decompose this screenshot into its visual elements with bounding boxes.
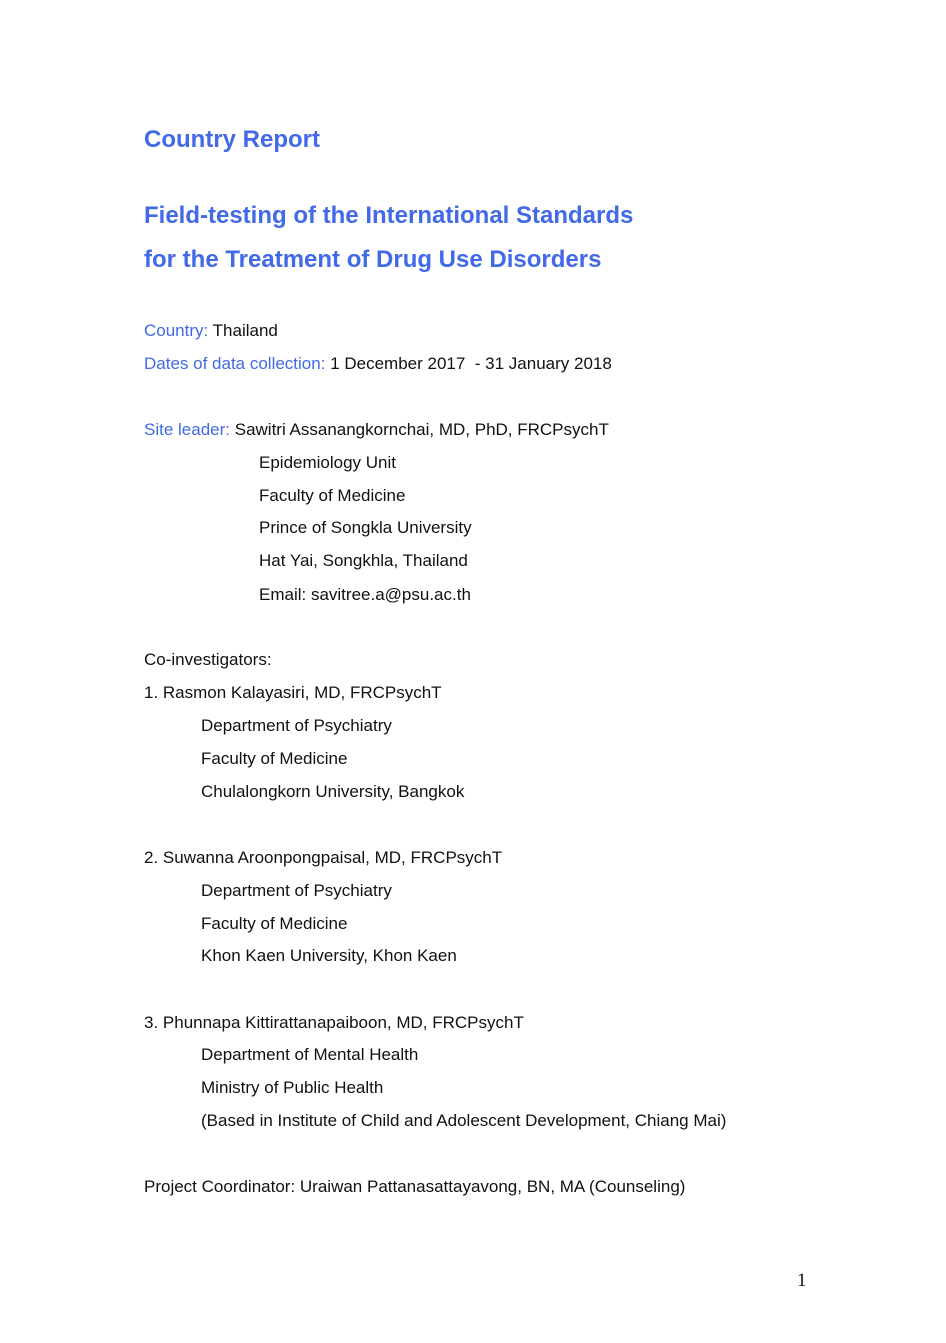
co-investigator-affiliation-line: Khon Kaen University, Khon Kaen bbox=[201, 946, 457, 965]
co-investigator-name: 2. Suwanna Aroonpongpaisal, MD, FRCPsychT bbox=[144, 848, 503, 867]
page-number: 1 bbox=[797, 1270, 807, 1291]
country-value: Thailand bbox=[212, 321, 278, 340]
co-investigator-affiliation-line: Ministry of Public Health bbox=[201, 1078, 384, 1097]
site-leader-label: Site leader: bbox=[144, 420, 230, 439]
co-investigator-name: 3. Phunnapa Kittirattanapaiboon, MD, FRCPsychT bbox=[144, 1013, 524, 1032]
dates-value: 1 December 2017 - 31 January 2018 bbox=[330, 354, 612, 373]
dates-row bbox=[144, 353, 612, 375]
co-investigator-affiliation-line: Faculty of Medicine bbox=[201, 914, 348, 933]
country-row bbox=[144, 320, 278, 342]
site-leader-affiliation-line: Prince of Songkla University bbox=[259, 518, 472, 537]
site-leader-row bbox=[144, 419, 609, 441]
site-leader-name: Sawitri Assanangkornchai, MD, PhD, FRCPsychT bbox=[234, 420, 609, 439]
co-investigator-affiliation-line: (Based in Institute of Child and Adolescent Development, Chiang Mai) bbox=[201, 1111, 727, 1130]
title-line-1: Field-testing of the International Standards bbox=[144, 202, 634, 229]
co-investigator-affiliation-line: Faculty of Medicine bbox=[201, 749, 348, 768]
report-label: Country Report bbox=[144, 126, 320, 153]
project-coordinator: Project Coordinator: Uraiwan Pattanasattayavong, BN, MA (Counseling) bbox=[144, 1177, 686, 1196]
co-investigator-affiliation-line: Department of Mental Health bbox=[201, 1045, 419, 1064]
co-investigator-affiliation-line: Chulalongkorn University, Bangkok bbox=[201, 782, 465, 801]
site-leader-affiliation-line: Faculty of Medicine bbox=[259, 486, 406, 505]
title-line-2: for the Treatment of Drug Use Disorders bbox=[144, 246, 602, 273]
co-investigator-name: 1. Rasmon Kalayasiri, MD, FRCPsychT bbox=[144, 683, 442, 702]
co-investigator-affiliation-line: Department of Psychiatry bbox=[201, 881, 392, 900]
dates-label: Dates of data collection: bbox=[144, 354, 326, 373]
site-leader-email: Email: savitree.a@psu.ac.th bbox=[259, 585, 471, 604]
site-leader-affiliation-line: Epidemiology Unit bbox=[259, 453, 397, 472]
co-investigators-label: Co-investigators: bbox=[144, 650, 272, 669]
country-label: Country: bbox=[144, 321, 209, 340]
site-leader-affiliation-line: Hat Yai, Songkhla, Thailand bbox=[259, 551, 468, 570]
co-investigator-affiliation-line: Department of Psychiatry bbox=[201, 716, 392, 735]
